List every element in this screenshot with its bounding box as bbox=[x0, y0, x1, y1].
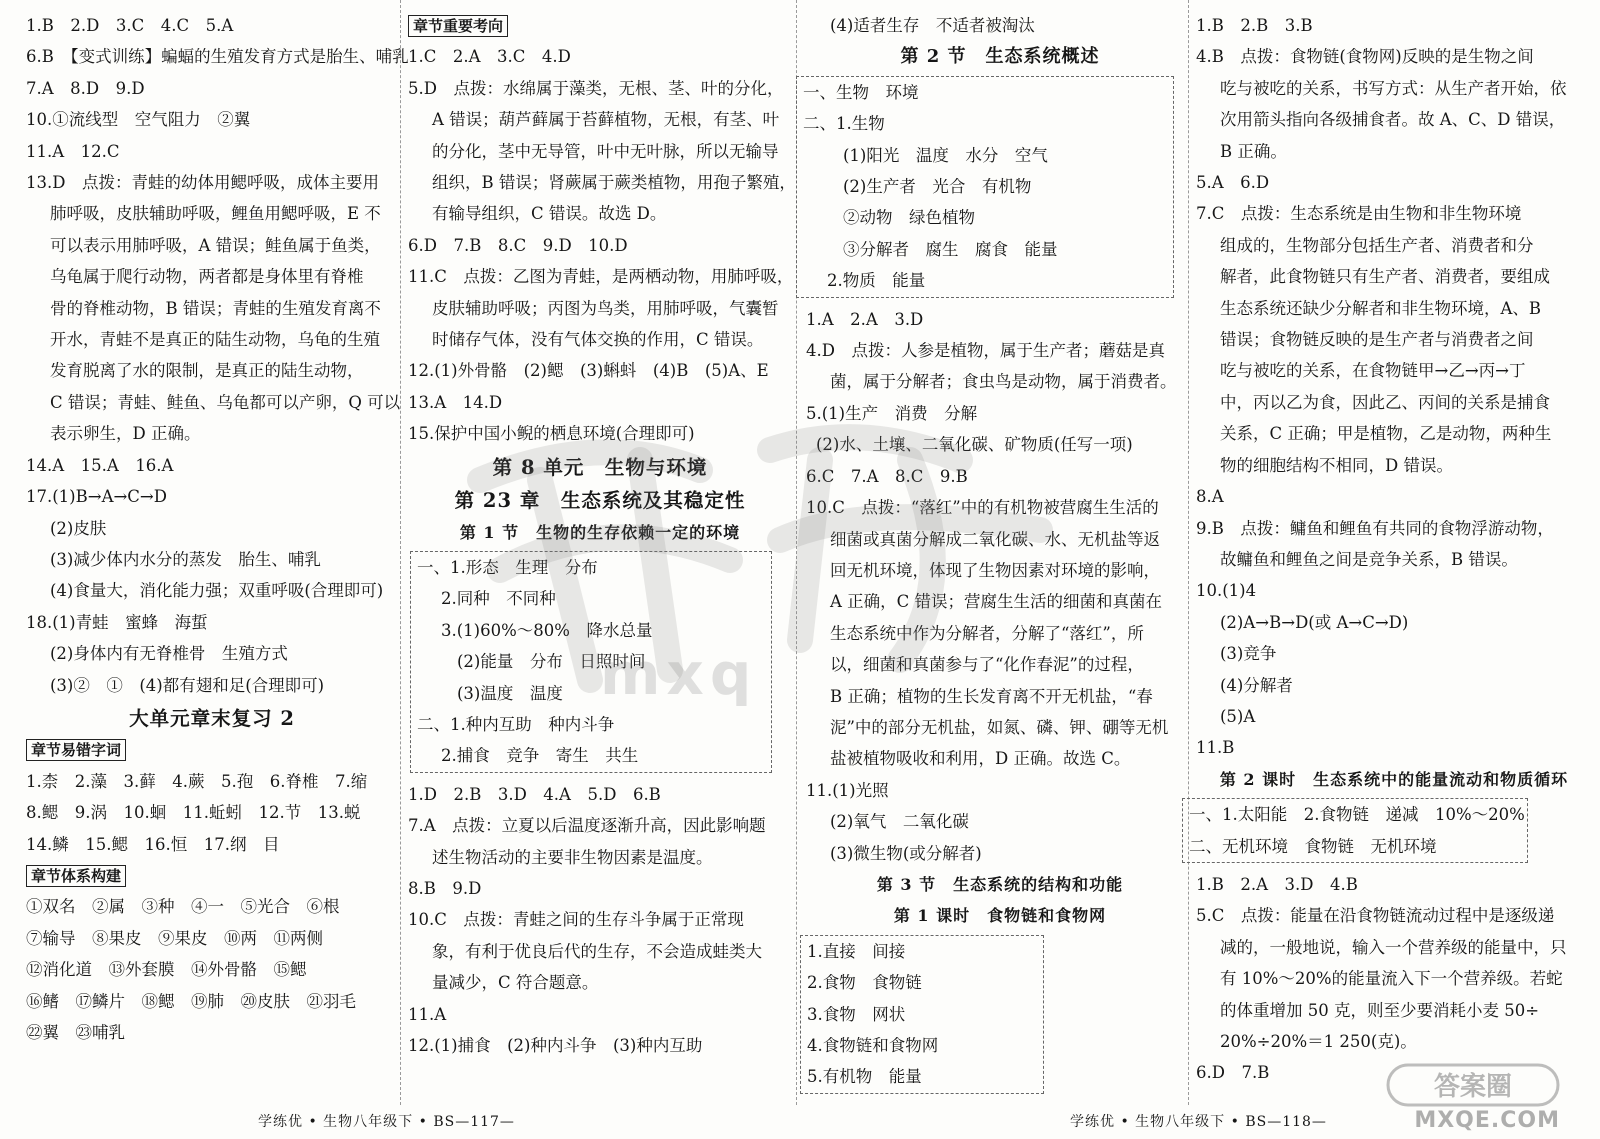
key-points-box bbox=[1182, 798, 1528, 863]
watermark-text: mxq bbox=[600, 640, 758, 708]
answer-line: (5)A bbox=[1220, 706, 1256, 726]
answer-line: 组成的，生物部分包括生产者、消费者和分 bbox=[1220, 235, 1534, 255]
answer-line: 时储存气体，没有气体交换的作用，C 错误。 bbox=[432, 330, 764, 350]
answer-line: 细菌或真菌分解成二氧化碳、水、无机盐等返 bbox=[830, 529, 1160, 549]
answer-line: 1.C 2.A 3.C 4.D bbox=[408, 47, 571, 67]
answer-line: 14.鳞 15.鳃 16.恒 17.纲 目 bbox=[26, 834, 280, 854]
answer-line: 1.D 2.B 3.D 4.A 5.D 6.B bbox=[408, 784, 661, 804]
answer-line: (3)竞争 bbox=[1220, 644, 1277, 664]
answer-line: B 正确。 bbox=[1220, 141, 1287, 161]
answer-line: 11.A 12.C bbox=[26, 141, 120, 161]
answer-line: 物的细胞结构不相同，D 错误。 bbox=[1220, 455, 1453, 475]
answer-line: A 错误；葫芦藓属于苔藓植物，无根，有茎、叶 bbox=[432, 110, 780, 130]
answer-line: 1.柰 2.藻 3.藓 4.蕨 5.孢 6.脊椎 7.缩 bbox=[26, 771, 368, 791]
answer-line: 11.B bbox=[1196, 738, 1235, 758]
key-points-box bbox=[800, 935, 1044, 1094]
answer-line: 2.食物 食物链 bbox=[807, 973, 922, 993]
answer-line: 一、生物 环境 bbox=[803, 82, 919, 102]
answer-line: 6.D 7.B bbox=[1196, 1063, 1270, 1083]
answer-line: 二、无机环境 食物链 无机环境 bbox=[1189, 836, 1437, 856]
answer-line: 表示卵生，D 正确。 bbox=[50, 424, 201, 444]
answer-line: 11.C 点拨：乙图为青蛙，是两栖动物，用肺呼吸， bbox=[408, 267, 794, 287]
answer-line: 5.D 点拨：水绵属于藻类，无根、茎、叶的分化， bbox=[408, 78, 784, 98]
answer-line: 一、1.太阳能 2.食物链 递减 10%～20% bbox=[1189, 805, 1525, 825]
section-label: 章节体系构建 bbox=[26, 865, 126, 887]
answer-line: (4)食量大，消化能力强；双重呼吸(合理即可) bbox=[50, 581, 384, 601]
column-4 bbox=[1189, 10, 1592, 1089]
answer-line: 17.(1)B→A→C→D bbox=[26, 487, 167, 507]
answer-line: C 错误；青蛙、鲑鱼、乌龟都可以产卵，Q 可以 bbox=[50, 392, 401, 412]
answer-line: ③分解者 腐生 腐食 能量 bbox=[843, 239, 1058, 259]
answer-line: 回无机环境，体现了生物因素对环境的影响， bbox=[830, 560, 1160, 580]
section-heading: 第 1 课时 食物链和食物网 bbox=[893, 906, 1107, 926]
answer-line: 3.(1)60%～80% 降水总量 bbox=[441, 620, 653, 640]
answer-line: 6.D 7.B 8.C 9.D 10.D bbox=[408, 235, 628, 255]
answer-line: 8.B 9.D bbox=[408, 878, 482, 898]
answer-line: 二、1.种内互助 种内斗争 bbox=[417, 714, 615, 734]
answer-line: 7.C 点拨：生态系统是由生物和非生物环境 bbox=[1196, 204, 1522, 224]
logo-url: MXQE.COM bbox=[1414, 1108, 1560, 1133]
answer-line: 述生物活动的主要非生物因素是温度。 bbox=[432, 847, 713, 867]
answer-line: (2)氧气 二氧化碳 bbox=[830, 812, 969, 832]
answer-line: 1.B 2.B 3.B bbox=[1196, 16, 1313, 35]
answer-line: 中，丙以乙为食，因此乙、丙间的关系是捕食 bbox=[1220, 392, 1550, 412]
answer-line: 10.(1)4 bbox=[1196, 581, 1257, 601]
answer-line: 1.A 2.A 3.D bbox=[806, 309, 924, 329]
answer-line: ⑫消化道 ⑬外套膜 ⑭外骨骼 ⑮鳃 bbox=[26, 960, 307, 980]
answer-line: 的体重增加 50 克，则至少要消耗小麦 50÷ bbox=[1220, 1000, 1540, 1020]
answer-line: 7.A 8.D 9.D bbox=[26, 78, 145, 98]
answer-line: 5.(1)生产 消费 分解 bbox=[806, 403, 978, 423]
answer-line: 次用箭头指向各级捕食者。故 A、C、D 错误， bbox=[1220, 110, 1566, 130]
answer-line: B 正确；植物的生长发育离不开无机盐，“春 bbox=[830, 686, 1153, 706]
answer-line: 减的，一般地说，输入一个营养级的能量中，只 bbox=[1220, 937, 1567, 957]
answer-line: (3)② ① (4)都有翅和足(合理即可) bbox=[50, 675, 325, 695]
answer-line: 20%÷20%＝1 250(克)。 bbox=[1220, 1032, 1417, 1051]
answer-line: 乌龟属于爬行动物，两者都是身体里有脊椎 bbox=[50, 267, 364, 287]
answer-line: 故鳙鱼和鲤鱼之间是竞争关系，B 错误。 bbox=[1220, 549, 1518, 569]
section-heading: 第 3 节 生态系统的结构和功能 bbox=[876, 874, 1124, 894]
answer-line: 有输导组织，C 错误。故选 D。 bbox=[432, 204, 667, 224]
answer-line: 9.B 点拨：鳙鱼和鲤鱼有共同的食物浮游动物， bbox=[1196, 518, 1554, 538]
column-divider bbox=[400, 0, 401, 1105]
answer-line: 5.C 点拨：能量在沿食物链流动过程中是逐级递 bbox=[1196, 906, 1555, 926]
answer-line: 6.B 【变式训练】蝙蝠的生殖发育方式是胎生、哺乳 bbox=[26, 47, 409, 67]
column-2 bbox=[408, 10, 796, 1061]
section-heading: 第 2 课时 生态系统中的能量流动和物质循环 bbox=[1219, 769, 1569, 789]
answer-line: 象，有利于优良后代的生存，不会造成蛙类大 bbox=[432, 941, 762, 961]
page-footer-right: 学练优 • 生物八年级下 • BS—118— bbox=[1070, 1114, 1327, 1130]
section-heading: 第 1 节 生物的生存依赖一定的环境 bbox=[459, 522, 741, 542]
answer-line: 1.B 2.D 3.C 4.C 5.A bbox=[26, 16, 234, 35]
answer-line: 10.C 点拨：青蛙之间的生存斗争属于正常现 bbox=[408, 910, 744, 930]
answer-line: 1.B 2.A 3.D 4.B bbox=[1196, 874, 1358, 894]
answer-line: 5.有机物 能量 bbox=[807, 1067, 922, 1087]
answer-line: 生态系统中作为分解者，分解了“落红”，所 bbox=[830, 623, 1144, 643]
answer-line: 12.(1)外骨骼 (2)鳃 (3)蝌蚪 (4)B (5)A、E bbox=[408, 361, 769, 381]
answer-line: 14.A 15.A 16.A bbox=[26, 455, 174, 475]
answer-line: 18.(1)青蛙 蜜蜂 海蜇 bbox=[26, 612, 208, 632]
column-3 bbox=[803, 10, 1194, 1100]
section-heading: 第 8 单元 生物与环境 bbox=[492, 455, 708, 479]
answer-line: 4.D 点拨：人参是植物，属于生产者；蘑菇是真 bbox=[806, 341, 1165, 361]
answer-line: 组织，B 错误；肾蕨属于蕨类植物，用孢子繁殖， bbox=[432, 173, 796, 193]
section-heading: 第 23 章 生态系统及其稳定性 bbox=[454, 489, 746, 513]
answer-line: 13.D 点拨：青蛙的幼体用鳃呼吸，成体主要用 bbox=[26, 173, 379, 193]
answer-line: (2)身体内有无脊椎骨 生殖方式 bbox=[50, 644, 288, 664]
answer-line: 关系，C 正确；甲是植物，乙是动物，两种生 bbox=[1220, 424, 1552, 444]
answer-line: 有 10%～20%的能量流入下一个营养级。若蛇 bbox=[1220, 969, 1563, 989]
answer-line: 7.A 点拨：立夏以后温度逐渐升高，因此影响题 bbox=[408, 816, 766, 836]
answer-line: 错误；食物链反映的是生产者与消费者之间 bbox=[1220, 330, 1534, 350]
answer-line: (2)皮肤 bbox=[50, 518, 107, 538]
section-label: 章节重要考向 bbox=[408, 15, 508, 37]
answer-line: (2)能量 分布 日照时间 bbox=[457, 652, 646, 672]
answer-line: 骨的脊椎动物，B 错误；青蛙的生殖发育离不 bbox=[50, 298, 381, 318]
answer-line: 以，细菌和真菌参与了“化作春泥”的过程， bbox=[830, 655, 1144, 675]
answer-line: ⑦输导 ⑧果皮 ⑨果皮 ⑩两 ⑪两侧 bbox=[26, 928, 323, 948]
page-footer-left: 学练优 • 生物八年级下 • BS—117— bbox=[258, 1114, 515, 1130]
answer-line: (2)A→B→D(或 A→C→D) bbox=[1220, 612, 1409, 632]
answer-line: 2.物质 能量 bbox=[827, 271, 926, 291]
answer-line: 12.(1)捕食 (2)种内斗争 (3)种内互助 bbox=[408, 1036, 703, 1055]
answer-line: 11.A bbox=[408, 1004, 447, 1024]
answer-line: 13.A 14.D bbox=[408, 392, 503, 412]
answer-line: 2.同种 不同种 bbox=[441, 589, 556, 609]
answer-line: 皮肤辅助呼吸；丙图为鸟类，用肺呼吸，气囊暂 bbox=[432, 298, 779, 318]
answer-line: 肺呼吸，皮肤辅助呼吸，鲤鱼用鳃呼吸，E 不 bbox=[50, 204, 381, 224]
answer-line: (2)水、土壤、二氧化碳、矿物质(任写一项) bbox=[816, 435, 1133, 455]
answer-line: 5.A 6.D bbox=[1196, 173, 1270, 193]
answer-line: (4)分解者 bbox=[1220, 675, 1293, 695]
answer-line: 可以表示用肺呼吸，A 错误；鲑鱼属于鱼类， bbox=[50, 235, 381, 255]
answer-line: 8.鳃 9.涡 10.蛔 11.蚯蚓 12.节 13.蜕 bbox=[26, 803, 361, 823]
answer-line: 10.①流线型 空气阻力 ②翼 bbox=[26, 110, 251, 130]
answer-line: 2.捕食 竞争 寄生 共生 bbox=[441, 746, 639, 766]
section-heading: 第 2 节 生态系统概述 bbox=[900, 46, 1100, 68]
answer-line: ㉒翼 ㉓哺乳 bbox=[26, 1023, 125, 1042]
answer-line: 6.C 7.A 8.C 9.B bbox=[806, 466, 968, 486]
answer-line: (3)微生物(或分解者) bbox=[830, 843, 982, 863]
answer-line: ②动物 绿色植物 bbox=[843, 208, 975, 228]
answer-line: (2)生产者 光合 有机物 bbox=[843, 177, 1032, 197]
answer-line: 发育脱离了水的限制，是真正的陆生动物， bbox=[50, 361, 364, 381]
answer-line: ⑯鳍 ⑰鳞片 ⑱鳃 ⑲肺 ⑳皮肤 ㉑羽毛 bbox=[26, 991, 356, 1011]
answer-line: 4.食物链和食物网 bbox=[807, 1036, 939, 1055]
answer-line: 一、1.形态 生理 分布 bbox=[417, 557, 598, 577]
column-1 bbox=[26, 10, 409, 1048]
answer-line: (1)阳光 温度 水分 空气 bbox=[843, 145, 1048, 165]
answer-line: (3)温度 温度 bbox=[457, 683, 563, 703]
answer-line: 10.C 点拨：“落红”中的有机物被营腐生生活的 bbox=[806, 498, 1159, 518]
answer-line: 吃与被吃的关系，在食物链甲→乙→丙→丁 bbox=[1220, 361, 1526, 381]
answer-line: 的分化，茎中无导管，叶中无叶脉，所以无输导 bbox=[432, 141, 779, 161]
answer-line: 二、1.生物 bbox=[803, 114, 885, 134]
answer-line: 泥”中的部分无机盐，如氮、磷、钾、硼等无机 bbox=[830, 717, 1169, 737]
key-points-box bbox=[796, 76, 1174, 298]
answer-line: A 正确，C 错误；营腐生生活的细菌和真菌在 bbox=[830, 592, 1163, 612]
answer-line: 15.保护中国小鲵的栖息环境(合理即可) bbox=[408, 424, 695, 444]
answer-line: 1.直接 间接 bbox=[807, 941, 906, 961]
answer-line: 菌，属于分解者；食虫鸟是动物，属于消费者。 bbox=[830, 372, 1177, 392]
answer-line: 解者，此食物链只有生产者、消费者，要组成 bbox=[1220, 267, 1550, 287]
answer-line: 4.B 点拨：食物链(食物网)反映的是生物之间 bbox=[1196, 47, 1534, 67]
answer-line: 8.A bbox=[1196, 487, 1224, 507]
section-heading: 大单元章末复习 2 bbox=[129, 706, 295, 730]
answer-line: 盐被植物吸收和利用，D 正确。故选 C。 bbox=[830, 749, 1131, 769]
answer-line: 吃与被吃的关系，书写方式：从生产者开始，依 bbox=[1220, 78, 1567, 98]
answer-line: (3)减少体内水分的蒸发 胎生、哺乳 bbox=[50, 549, 321, 569]
section-label: 章节易错字词 bbox=[26, 739, 126, 761]
answer-line: 开水，青蛙不是真正的陆生动物，乌龟的生殖 bbox=[50, 330, 380, 350]
answer-line: 11.(1)光照 bbox=[806, 780, 889, 800]
answer-line: 生态系统还缺少分解者和非生物环境，A、B bbox=[1220, 298, 1542, 318]
answer-line: (4)适者生存 不适者被淘汰 bbox=[830, 16, 1035, 35]
logo-text: 答案圈 bbox=[1433, 1072, 1513, 1102]
answer-line: 3.食物 网状 bbox=[807, 1004, 906, 1024]
answer-line: ①双名 ②属 ③种 ④一 ⑤光合 ⑥根 bbox=[26, 897, 340, 917]
answer-line: 量减少，C 符合题意。 bbox=[432, 973, 599, 993]
